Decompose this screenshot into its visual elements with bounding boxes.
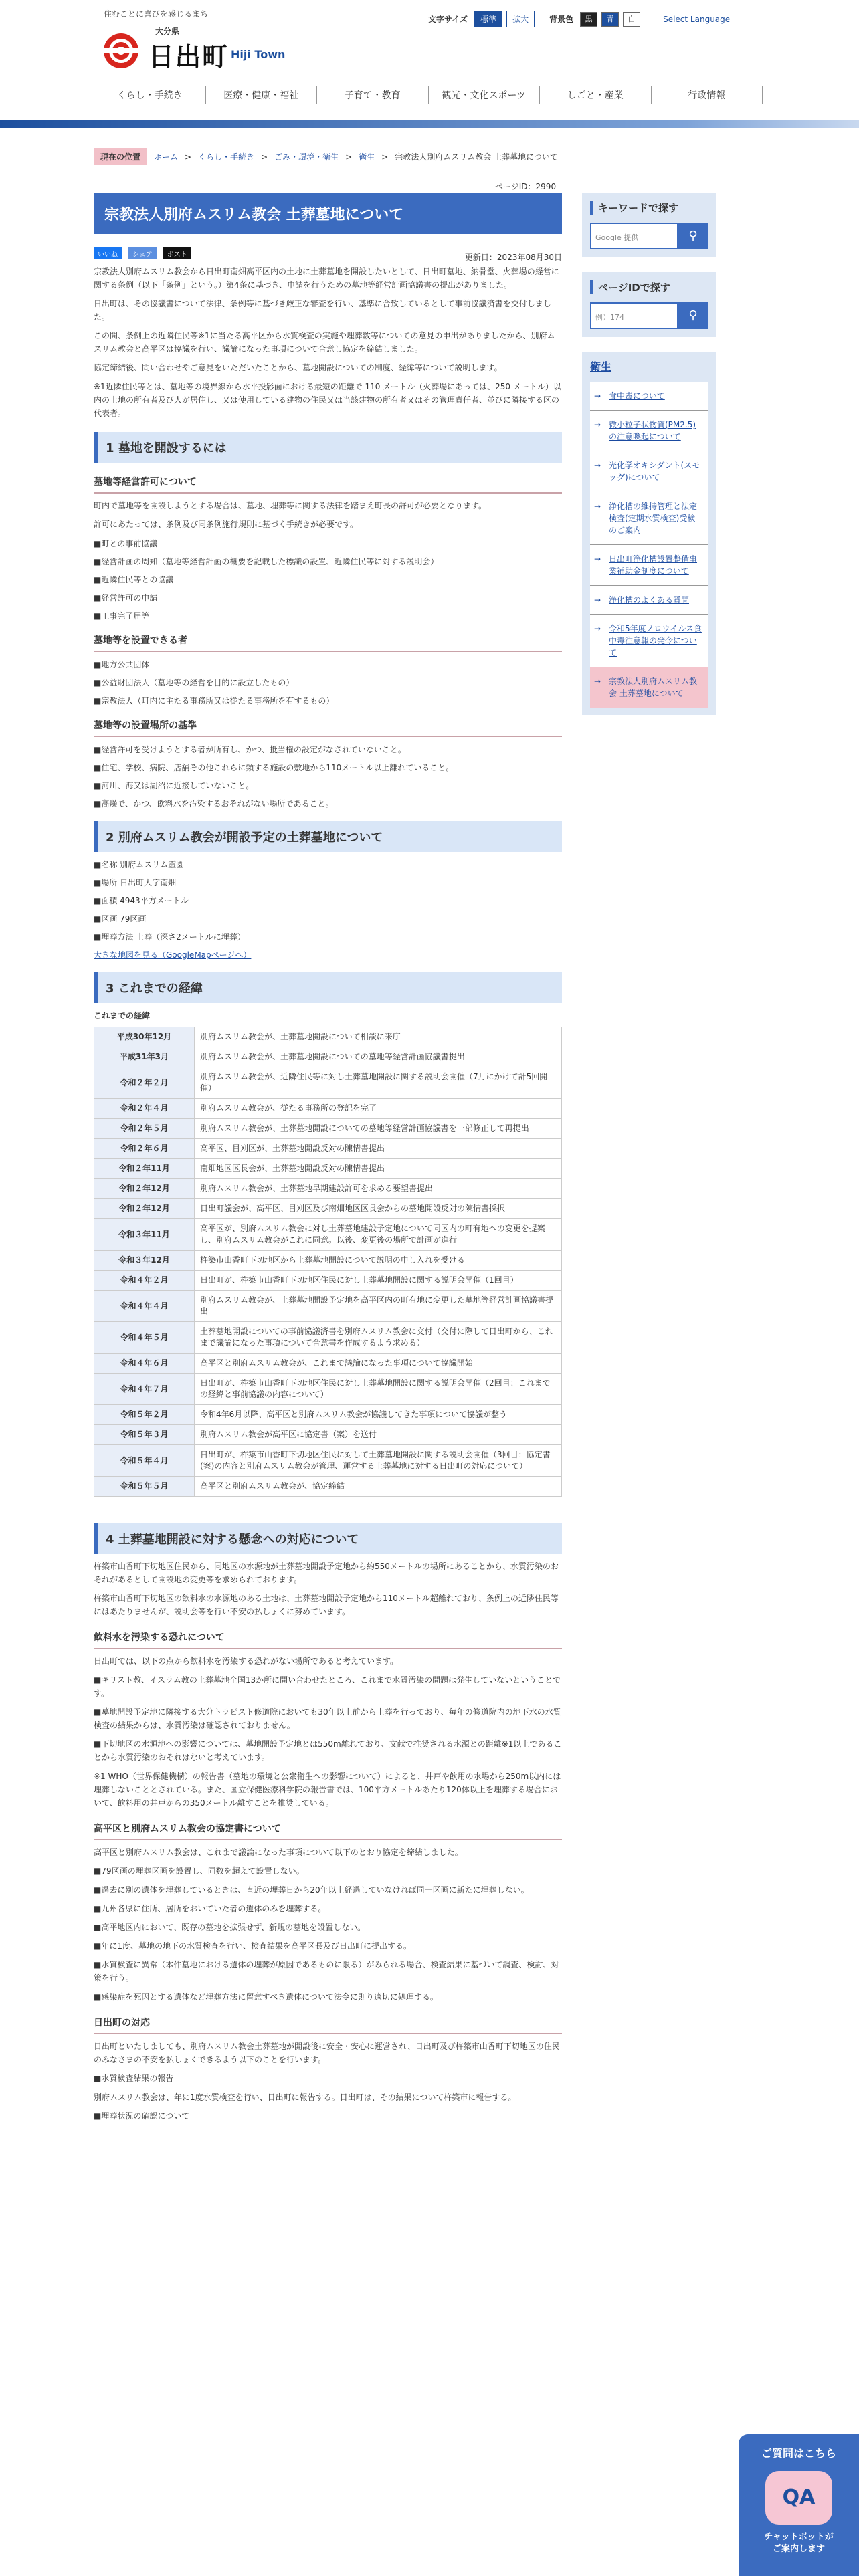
table-row xyxy=(94,1119,562,1139)
paragraph: 町内で墓地等を開設しようとする場合は、墓地、埋葬等に関する法律を踏まえ町長の許可が必要となります。 xyxy=(94,501,487,510)
breadcrumb-current: 宗教法人別府ムスリム教会 土葬墓地について xyxy=(395,152,558,162)
text-size-large-button[interactable]: 拡大 xyxy=(506,11,535,27)
chatbot-caption: チャットボットが xyxy=(764,2532,834,2542)
table-caption: これまでの経緯 xyxy=(94,1011,151,1021)
table-cell-date: 令和４年７月 xyxy=(94,1374,195,1405)
table-cell-event: 別府ムスリム教会が、従たる事務所の登記を完了 xyxy=(195,1099,562,1119)
page-id: ページID：2990 xyxy=(495,182,557,191)
list-item: ■水質検査結果の報告 xyxy=(94,2074,174,2083)
table-cell-event: 別府ムスリム教会が、土葬墓地開設についての墓地等経営計画協議書提出 xyxy=(195,1047,562,1067)
table-row xyxy=(94,1251,562,1271)
global-nav xyxy=(94,86,763,104)
table-row xyxy=(94,1445,562,1477)
site-header xyxy=(0,0,859,114)
table-cell-event: 別府ムスリム教会が、土葬墓地早期建設許可を求める要望書提出 xyxy=(195,1179,562,1199)
table-cell-date: 平成30年12月 xyxy=(94,1027,195,1047)
table-row xyxy=(94,1291,562,1322)
bg-black-button[interactable]: 黒 xyxy=(580,12,597,27)
category-link-current[interactable]: → 宗教法人別府ムスリム教会 土葬墓地について xyxy=(590,667,708,708)
list-item: ■水質検査に異常（本件墓地における遺体の埋葬が原因であるものに限る）がみられる場合、検査結果に基づいて調査、検討、対策を行う。 xyxy=(94,1960,559,1983)
table-cell-event: 日出町議会が、高平区、目刈区及び南畑地区区長会からの墓地開設反対の陳情書採択 xyxy=(195,1199,562,1219)
table-row xyxy=(94,1405,562,1425)
list-item: ■町との事前協議 xyxy=(94,539,158,548)
list-item: ■公益財団法人（墓地等の経営を目的に設立したもの） xyxy=(94,678,294,687)
table-cell-date: 令和２年11月 xyxy=(94,1159,195,1179)
category-title[interactable]: 衛生 xyxy=(590,360,612,373)
nav-item-childcare[interactable]: 子育て・教育 xyxy=(316,86,428,104)
table-cell-event: 杵築市山香町下切地区から土葬墓地開設について説明の申し入れを受ける xyxy=(195,1251,562,1271)
page-title: 宗教法人別府ムスリム教会 土葬墓地について xyxy=(94,193,562,234)
bg-blue-button[interactable]: 青 xyxy=(601,12,619,27)
table-cell-event: 高平区が、別府ムスリム教会に対し土葬墓地建設予定地について同区内の町有地への変更を提案し、別府ムスリム教会がこれに同意。以後、変更後の場所で計画が進行 xyxy=(195,1219,562,1251)
category-menu xyxy=(582,352,716,715)
list-item: ■埋葬方法 土葬（深さ2メートルに埋葬） xyxy=(94,932,246,942)
bg-white-button[interactable]: 白 xyxy=(623,12,640,27)
list-item: ※1 WHO（世界保健機構）の報告書（墓地の環境と公衆衛生への影響について）によると、井戸や飲用の水場から250m以内には埋葬しないこととされている。また、国立保健医療科学院の報告書では、100平方メートルあたり120体以上を埋葬する場合において、飲料用の井戸からの350メートル離すことを推奨している。 xyxy=(94,1772,561,1808)
breadcrumb-home[interactable]: ホーム xyxy=(154,152,179,162)
table-row xyxy=(94,1027,562,1047)
keyword-search-input[interactable]: Google 提供 xyxy=(590,223,678,249)
facebook-share-button[interactable]: シェア xyxy=(128,247,157,259)
site-logo[interactable]: 日出町 xyxy=(149,42,229,72)
table-cell-event: 令和4年6月以降、高平区と別府ムスリム教会が協議してきた事項について協議が整う xyxy=(195,1405,562,1425)
table-row xyxy=(94,1425,562,1445)
list-item: ■過去に別の遺体を埋葬しているときは、直近の埋葬日から20年以上経過していなければ同一区画に新たに埋葬しない。 xyxy=(94,1885,529,1895)
updated-date: 更新日：2023年08月30日 xyxy=(464,253,562,262)
list-item: ■近隣住民等との協議 xyxy=(94,575,174,584)
table-cell-event: 日出町が、杵築市山香町下切地区住民に対して土葬墓地開設に関する説明会開催（3回目：協定書(案)の内容と別府ムスリム教会が管理、運営する土葬墓地に対する日出町の対応について） xyxy=(195,1445,562,1477)
section-heading: 3 これまでの経緯 xyxy=(94,972,562,1003)
list-item: ■九州各県に住所、居所をおいていた者の遺体のみを埋葬する。 xyxy=(94,1904,326,1913)
nav-item-health[interactable]: 医療・健康・福祉 xyxy=(205,86,317,104)
section-heading: 4 土葬墓地開設に対する懸念への対応について xyxy=(94,1523,562,1554)
table-row xyxy=(94,1374,562,1405)
list-item: ■経営計画の周知（墓地等経営計画の概要を記載した標識の設置、近隣住民等に対する説明会） xyxy=(94,557,439,566)
table-cell-date: 令和５年２月 xyxy=(94,1405,195,1425)
table-cell-event: 別府ムスリム教会が、土葬墓地開設についての墓地等経営計画協議書を一部修正して再提出 xyxy=(195,1119,562,1139)
table-row xyxy=(94,1099,562,1119)
table-cell-event: 高平区、目刈区が、土葬墓地開設反対の陳情書提出 xyxy=(195,1139,562,1159)
breadcrumb: 現在の位置 ホーム > くらし・手続き > ごみ・環境・衛生 > 衛生 > 宗教法人別府ムスリム教会 土葬墓地について xyxy=(94,148,558,165)
table-cell-event: 高平区と別府ムスリム教会が、協定締結 xyxy=(195,1477,562,1497)
list-item: ■河川、海又は湖沼に近接していないこと。 xyxy=(94,781,254,790)
accessibility-tools xyxy=(428,11,730,27)
category-link[interactable]: → 微小粒子状物質(PM2.5)の注意喚起について xyxy=(590,411,708,451)
subheading: 墓地等の設置場所の基準 xyxy=(94,718,562,737)
section-heading: 2 別府ムスリム教会が開設予定の土葬墓地について xyxy=(94,821,562,852)
sidebar xyxy=(582,193,716,715)
table-row xyxy=(94,1047,562,1067)
intro-note: ※1近隣住民等とは、墓地等の境界線から水平投影面における最短の距離で 110 メートル（火葬場にあっては、250 メートル）以内の土地の所有者及び人が居住し、又は使用している建物の住民又は当該建物の所有者又はその管理責任者、並びに隣接する区の代表者。 xyxy=(94,382,561,418)
list-item: ■79区画の埋葬区画を設置し、同数を超えて設置しない。 xyxy=(94,1866,304,1876)
nav-item-admin[interactable]: 行政情報 xyxy=(651,86,763,104)
table-row xyxy=(94,1477,562,1497)
list-item: ■埋葬状況の確認について xyxy=(94,2111,190,2121)
table-cell-event: 土葬墓地開設についての事前協議済書を別府ムスリム教会に交付（交付に際して日出町から、これまで議論になった事項について合意書を作成するよう求める） xyxy=(195,1322,562,1354)
list-item: ■年に1度、墓地の地下の水質検査を行い、検査結果を高平区長及び日出町に提出する。 xyxy=(94,1941,411,1951)
tagline: 住むことに喜びを感じるまち xyxy=(104,9,209,19)
table-cell-date: 平成31年3月 xyxy=(94,1047,195,1067)
table-cell-event: 南畑地区区長会が、土葬墓地開設反対の陳情書提出 xyxy=(195,1159,562,1179)
table-row xyxy=(94,1159,562,1179)
list-item: ■住宅、学校、病院、店舗その他これらに類する施設の敷地から110メートル以上離れていること。 xyxy=(94,763,454,772)
table-cell-date: 令和３年11月 xyxy=(94,1219,195,1251)
nav-item-work[interactable]: しごと・産業 xyxy=(539,86,651,104)
breadcrumb-living[interactable]: くらし・手続き xyxy=(198,152,255,162)
list-item: ■経営許可を受けようとする者が所有し、かつ、抵当権の設定がなされていないこと。 xyxy=(94,745,406,754)
paragraph: 日出町では、以下の点から飲料水を汚染する恐れがない場所であると考えています。 xyxy=(94,1656,399,1666)
breadcrumb-label: 現在の位置 xyxy=(94,148,147,165)
list-item: ■工事完了届等 xyxy=(94,611,150,621)
list-item: ■高平地区内において、既存の墓地を拡張せず、新規の墓地を設置しない。 xyxy=(94,1923,366,1932)
list-item: ■地方公共団体 xyxy=(94,660,150,669)
list-item: ■キリスト教、イスラム教の土葬墓地全国13か所に問い合わせたところ、これまで水質汚染の問題は発生していないということです。 xyxy=(94,1675,561,1698)
table-cell-date: 令和２年４月 xyxy=(94,1099,195,1119)
main-content xyxy=(94,193,562,2123)
table-cell-event: 別府ムスリム教会が、近隣住民等に対し土葬墓地開設に関する説明会開催（7月にかけて計5回開催） xyxy=(195,1067,562,1099)
subheading: 墓地等経営許可について xyxy=(94,475,562,494)
history-table xyxy=(94,1027,562,1497)
header-stripe xyxy=(0,120,859,128)
table-row xyxy=(94,1179,562,1199)
table-cell-date: 令和２年12月 xyxy=(94,1179,195,1199)
table-cell-date: 令和４年５月 xyxy=(94,1322,195,1354)
chatbot-widget[interactable] xyxy=(739,2434,859,2576)
bg-color-label: 背景色 xyxy=(549,15,574,24)
town-emblem-icon[interactable] xyxy=(104,33,138,68)
table-cell-event: 別府ムスリム教会が、土葬墓地開設予定地を高平区内の町有地に変更した墓地等経営計画協議書提出 xyxy=(195,1291,562,1322)
list-item: ■面積 4943平方メートル xyxy=(94,896,189,905)
chatbot-caption: ご案内します xyxy=(772,2544,825,2554)
table-cell-date: 令和２年２月 xyxy=(94,1067,195,1099)
intro-paragraph: 日出町は、その協議書について法律、条例等に基づき厳正な審査を行い、基準に合致しているとして事前協議済書を交付しました。 xyxy=(94,299,551,322)
paragraph: 日出町といたしましても、別府ムスリム教会土葬墓地が開設後に安全・安心に運営され、日出町及び杵築市山香町下切地区の住民のみなさまの不安を払しょくできるよう以下のことを行います。 xyxy=(94,2042,560,2064)
table-cell-date: 令和４年２月 xyxy=(94,1271,195,1291)
category-link[interactable]: → 日出町浄化槽設置整備事業補助金制度について xyxy=(590,545,708,586)
pageid-search-input[interactable]: 例）174 xyxy=(590,302,678,329)
table-cell-event: 高平区と別府ムスリム教会が、これまで議論になった事項について協議開始 xyxy=(195,1354,562,1374)
table-row xyxy=(94,1322,562,1354)
list-item: ■宗教法人（町内に主たる事務所又は従たる事務所を有するもの） xyxy=(94,696,335,706)
text-size-label: 文字サイズ xyxy=(428,15,468,24)
table-row xyxy=(94,1067,562,1099)
chatbot-title: ご質問はこちら xyxy=(761,2447,836,2460)
text-size-standard-button[interactable]: 標準 xyxy=(474,11,502,27)
section-heading: 1 墓地を開設するには xyxy=(94,432,562,463)
table-row xyxy=(94,1199,562,1219)
nav-item-living[interactable]: くらし・手続き xyxy=(94,86,205,104)
site-logo-en: Hiji Town xyxy=(231,48,286,61)
keyword-search-box xyxy=(582,193,716,257)
paragraph: 杵築市山香町下切地区住民から、同地区の水源地が土葬墓地開設予定地から約550メートルの場所にあることから、水質汚染のおそれがあるとして開設地の変更等を求められております。 xyxy=(94,1562,559,1584)
google-map-link[interactable]: 大きな地図を見る（GoogleMapページへ） xyxy=(94,950,252,960)
table-row xyxy=(94,1354,562,1374)
category-link[interactable]: → 光化学オキシダント(スモッグ)について xyxy=(590,451,708,492)
category-link[interactable]: → 浄化槽の維持管理と法定検査(定期水質検査)受検のご案内 xyxy=(590,492,708,545)
list-item: ■墓地開設予定地に隣接する大分トラピスト修道院においても30年以上前から土葬を行っており、毎年の修道院内の地下水の水質検査の結果からは、水質汚染は確認されておりません。 xyxy=(94,1707,561,1730)
table-row xyxy=(94,1271,562,1291)
table-row xyxy=(94,1219,562,1251)
list-item: ■下切地区の水源地への影響については、墓地開設予定地とは550m離れており、文献で推奨される水源との距離※1以上であることから水質汚染のおそれはないと考えています。 xyxy=(94,1739,562,1762)
pageid-search-box xyxy=(582,272,716,337)
paragraph: 別府ムスリム教会は、年に1度水質検査を行い、日出町に報告する。日出町は、その結果について杵築市に報告する。 xyxy=(94,2092,516,2102)
table-cell-date: 令和５年４月 xyxy=(94,1445,195,1477)
qa-icon: QA xyxy=(765,2471,832,2525)
pageid-search-title: ページIDで探す xyxy=(590,280,708,294)
paragraph: 杵築市山香町下切地区の飲料水の水源地のある土地は、土葬墓地開設予定地から110メートル超離れており、条例上の近隣住民等にはあたりませんが、説明会等を行い不安の払しょくに努めています。 xyxy=(94,1594,559,1616)
list-item: ■感染症を死因とする遺体など埋葬方法に留意すべき遺体について法令に則り適切に処理する。 xyxy=(94,1992,438,2002)
table-cell-date: 令和５年３月 xyxy=(94,1425,195,1445)
keyword-search-title: キーワードで探す xyxy=(590,201,708,215)
category-link[interactable]: → 浄化槽のよくある質問 xyxy=(590,586,708,615)
list-item: ■高燥で、かつ、飲料水を汚染するおそれがない場所であること。 xyxy=(94,799,334,809)
subheading: 高平区と別府ムスリム教会の協定書について xyxy=(94,1822,562,1840)
intro-paragraph: 協定締結後、問い合わせやご意見をいただいたことから、墓地開設についての制度、経緯等について説明します。 xyxy=(94,363,502,372)
list-item: ■経営許可の申請 xyxy=(94,593,158,603)
table-cell-event: 日出町が、杵築市山香町下切地区住民に対し土葬墓地開設に関する説明会開催（1回目） xyxy=(195,1271,562,1291)
breadcrumb-environment[interactable]: ごみ・環境・衛生 xyxy=(274,152,339,162)
facebook-like-button[interactable]: いいね xyxy=(94,247,122,259)
subheading: 飲料水を汚染する恐れについて xyxy=(94,1630,562,1649)
list-item: ■区画 79区画 xyxy=(94,914,147,924)
table-cell-date: 令和５年５月 xyxy=(94,1477,195,1497)
table-cell-date: 令和２年５月 xyxy=(94,1119,195,1139)
table-cell-event: 別府ムスリム教会が、土葬墓地開設について相談に来庁 xyxy=(195,1027,562,1047)
intro-paragraph: 宗教法人別府ムスリム教会から日出町南畑高平区内の土地に土葬墓地を開設したいとして、日出町墓地、納骨堂、火葬場の経営に関する条例（以下「条例」という。）第4条に基づき、申請を行うための墓地等経営計画協議書の提出がありました。 xyxy=(94,267,559,290)
nav-item-tourism[interactable]: 観光・文化スポーツ xyxy=(428,86,540,104)
category-link[interactable]: → 食中毒について xyxy=(590,382,708,411)
x-post-button[interactable]: ポスト xyxy=(163,247,191,259)
intro-paragraph: この間、条例上の近隣住民等※1に当たる高平区から水質検査の実施や埋葬数等についての意見の申出がありましたから、別府ムスリム教会と高平区は協議を行い、議論になった事項について合意し協定を締結しました。 xyxy=(94,331,555,354)
select-language-link[interactable]: Select Language xyxy=(663,14,731,24)
list-item: ■場所 日出町大字南畑 xyxy=(94,878,177,887)
search-icon[interactable]: ⚲ xyxy=(678,302,708,329)
breadcrumb-hygiene[interactable]: 衛生 xyxy=(359,152,375,162)
list-item: ■名称 別府ムスリム霊園 xyxy=(94,860,185,869)
subheading: 日出町の対応 xyxy=(94,2016,562,2034)
table-cell-event: 別府ムスリム教会が高平区に協定書（案）を送付 xyxy=(195,1425,562,1445)
subheading: 墓地等を設置できる者 xyxy=(94,633,562,652)
table-cell-date: 令和３年12月 xyxy=(94,1251,195,1271)
table-cell-date: 令和２年６月 xyxy=(94,1139,195,1159)
logo-prefecture: 大分県 xyxy=(155,27,180,36)
table-cell-date: 令和４年６月 xyxy=(94,1354,195,1374)
paragraph: 高平区と別府ムスリム教会は、これまで議論になった事項について以下のとおり協定を締結しました。 xyxy=(94,1848,463,1857)
table-cell-date: 令和２年12月 xyxy=(94,1199,195,1219)
table-cell-date: 令和４年４月 xyxy=(94,1291,195,1322)
paragraph: 許可にあたっては、条例及び同条例施行規則に基づく手続きが必要です。 xyxy=(94,520,359,529)
search-icon[interactable]: ⚲ xyxy=(678,223,708,249)
table-row xyxy=(94,1139,562,1159)
table-cell-event: 日出町が、杵築市山香町下切地区住民に対し土葬墓地開設に関する説明会開催（2回目：これまでの経緯と事前協議の内容について） xyxy=(195,1374,562,1405)
category-link[interactable]: → 令和5年度ノロウイルス食中毒注意報の発令について xyxy=(590,615,708,667)
